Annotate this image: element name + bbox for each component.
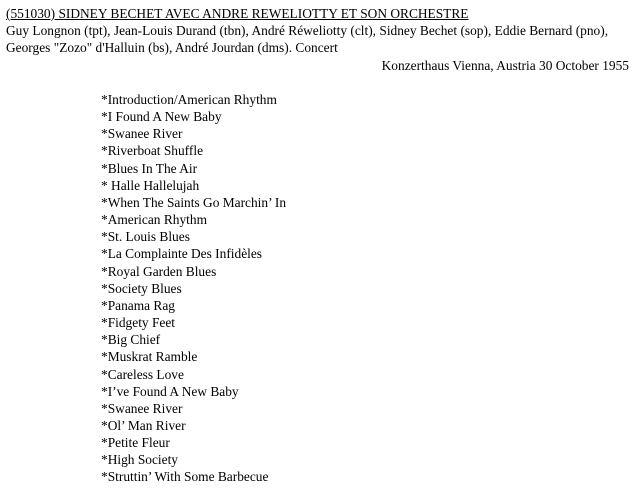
track-item: *Big Chief (101, 332, 161, 348)
track-list (101, 91, 286, 486)
track-item: *Royal Garden Blues (101, 263, 217, 279)
track-item: *La Complainte Des Infidèles (101, 246, 263, 262)
track-item: *I Found A New Baby (101, 109, 222, 125)
track-item: *Muskrat Ramble (101, 349, 198, 365)
track-item: * Halle Hallelujah (101, 177, 200, 193)
track-item: *Society Blues (101, 280, 182, 296)
track-item: *When The Saints Go Marchin’ In (101, 194, 287, 210)
venue-date: Konzerthaus Vienna, Austria 30 October 1955 (381, 57, 629, 73)
track-item: *Panama Rag (101, 297, 176, 313)
track-item: *I’ve Found A New Baby (101, 383, 239, 399)
track-item: *High Society (101, 452, 178, 468)
track-item: *Swanee River (101, 126, 183, 142)
session-title: (551030) SIDNEY BECHET AVEC ANDRE REWELIOTTY ET SON ORCHESTRE (6, 6, 469, 21)
track-item: *Petite Fleur (101, 435, 170, 451)
track-item: *Introduction/American Rhythm (101, 92, 277, 107)
track-item: *Struttin’ With Some Barbecue (101, 469, 269, 485)
track-item: *Fidgety Feet (101, 315, 176, 331)
session-header (6, 5, 629, 74)
track-item: *Blues In The Air (101, 160, 198, 176)
track-item: *Careless Love (101, 366, 184, 382)
personnel-listing: Guy Longnon (tpt), Jean-Louis Durand (tbn), André Réweliotty (clt), Sidney Bechet (sop), Eddie Bernard (pno), Georges "Zozo" d'Halluin (bs), André Jourdan (dms). Concert (6, 23, 609, 56)
track-item: *Swanee River (101, 400, 183, 416)
track-item: *American Rhythm (101, 212, 207, 228)
track-item: *Riverboat Shuffle (101, 143, 204, 159)
track-item: *St. Louis Blues (101, 229, 190, 245)
track-item: *Ol’ Man River (101, 417, 186, 433)
